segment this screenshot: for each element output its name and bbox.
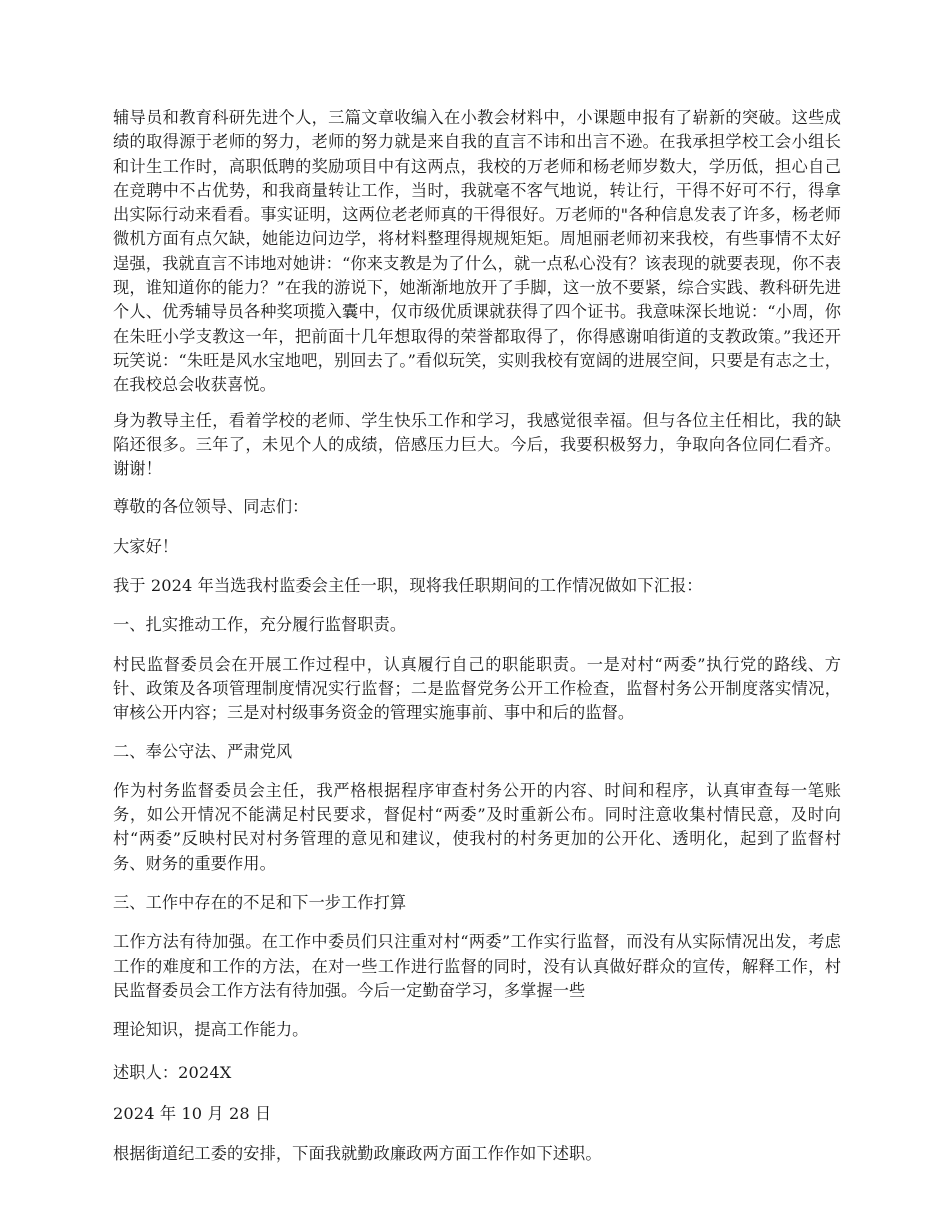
- greeting: 大家好！: [113, 536, 179, 556]
- body-paragraph: 作为村务监督委员会主任，我严格根据程序审查村务公开的内容、时间和程序，认真审查每一笔账务，如公开情况不能满足村民要求，督促村“两委”及时重新公布。同时注意收集村情民意，及时向村“两委”反映村民对村务管理的意见和建议，使我村的村务更加的公开化、透明化，起到了监督村务、财务的重要作用。: [113, 780, 841, 873]
- body-paragraph: 村民监督委员会在开展工作过程中，认真履行自己的职能职责。一是对村“两委”执行党的路线、方针、政策及各项管理制度情况实行监督；二是监督党务公开工作检查，监督村务公开制度落实情况，审核公开内容；三是对村级事务资金的管理实施事前、事中和后的监督。: [113, 654, 841, 723]
- body-paragraph: 身为教导主任，看着学校的老师、学生快乐工作和学习，我感觉很幸福。但与各位主任相比，我的缺陷还很多。三年了，未见个人的成绩，倍感压力巨大。今后，我要积极努力，争取向各位同仁看齐。谢谢！: [113, 410, 841, 479]
- document-body: [113, 106, 841, 1166]
- section-heading: 三、工作中存在的不足和下一步工作打算: [113, 893, 407, 913]
- body-paragraph: 根据街道纪工委的安排，下面我就勤政廉政两方面工作作如下述职。: [113, 1144, 602, 1164]
- body-paragraph: 辅导员和教育科研先进个人，三篇文章收编入在小教会材料中，小课题申报有了崭新的突破。这些成绩的取得源于老师的努力，老师的努力就是来自我的直言不讳和出言不逊。在我承担学校工会小组长和计生工作时，高职低聘的奖励项目中有这两点，我校的万老师和杨老师岁数大，学历低，担心自己在竞聘中不占优势，和我商量转让工作，当时，我就毫不客气地说，转让行，干得不好可不行，得拿出实际行动来看看。事实证明，这两位老老师真的干得很好。万老师的"各种信息发表了许多，杨老师微机方面有点欠缺，她能边问边学，将材料整理得规规矩矩。周旭丽老师初来我校，有些事情不太好逞强，我就直言不讳地对她讲：“你来支教是为了什么，就一点私心没有？该表现的就要表现，你不表现，谁知道你的能力？”在我的游说下，她渐渐地放开了手脚，这一放不要紧，综合实践、教科研先进个人、优秀辅导员各种奖项揽入囊中，仅市级优质课就获得了四个证书。我意味深长地说：“小周，你在朱旺小学支教这一年，把前面十几年想取得的荣誉都取得了，你得感谢咱街道的支教政策。”我还开玩笑说：“朱旺是风水宝地吧，别回去了。”看似玩笑，实则我校有宽阔的进展空间，只要是有志之士，在我校总会收获喜悦。: [113, 108, 841, 395]
- body-paragraph: 工作方法有待加强。在工作中委员们只注重对村“两委”工作实行监督，而没有从实际情况出发，考虑工作的难度和工作的方法，在对一些工作进行监督的同时，没有认真做好群众的宣传，解释工作，村民监督委员会工作方法有待加强。今后一定勤奋学习，多掌握一些: [113, 932, 841, 1000]
- date-line: 2024 年 10 月 28 日: [113, 1103, 272, 1123]
- section-heading: 一、扎实推动工作，充分履行监督职责。: [113, 615, 407, 635]
- body-paragraph: 我于 2024 年当选我村监委会主任一职，现将我任职期间的工作情况做如下汇报：: [113, 576, 703, 596]
- salutation: 尊敬的各位领导、同志们：: [113, 497, 309, 517]
- signature-line: 述职人：2024X: [113, 1062, 232, 1082]
- section-heading: 二、奉公守法、严肃党风: [113, 741, 293, 761]
- body-paragraph: 理论知识，提高工作能力。: [113, 1020, 309, 1040]
